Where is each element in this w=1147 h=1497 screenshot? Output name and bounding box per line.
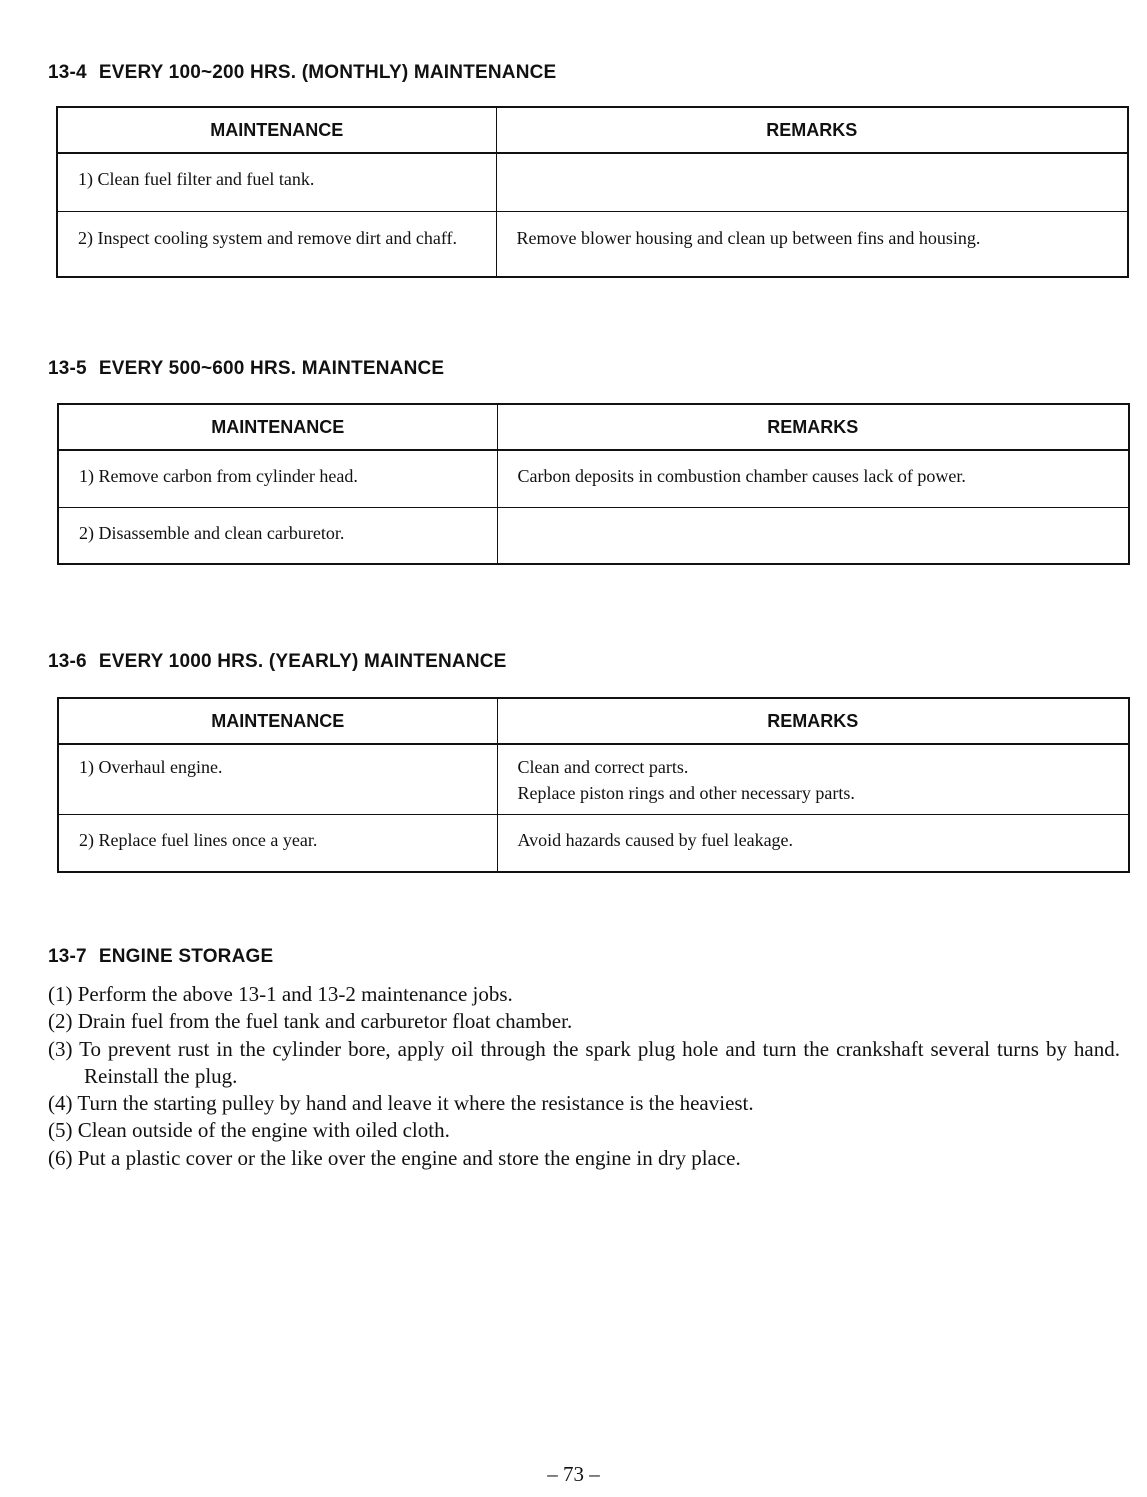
maintenance-cell xyxy=(57,211,496,277)
maintenance-text: 1) Remove carbon from cylinder head. xyxy=(79,466,358,486)
column-header-remarks: REMARKS xyxy=(497,698,1129,744)
remarks-cell xyxy=(496,153,1128,211)
maintenance-table-13-6 xyxy=(57,697,1130,873)
section-number: 13-6 xyxy=(48,651,87,672)
list-item: (4) Turn the starting pulley by hand and leave it where the resistance is the heaviest. xyxy=(48,1091,754,1116)
section-number: 13-4 xyxy=(48,62,87,83)
section-title: EVERY 1000 HRS. (YEARLY) MAINTENANCE xyxy=(98,651,507,672)
remark-text: Avoid hazards caused by fuel leakage. xyxy=(517,830,794,850)
column-header-maintenance: MAINTENANCE xyxy=(58,698,497,744)
remark-text: Remove blower housing and clean up between fins and housing. xyxy=(516,227,981,248)
section-heading-13-7 xyxy=(48,946,273,968)
page-number: – 73 – xyxy=(547,1462,600,1486)
maintenance-cell xyxy=(58,450,497,507)
table-row xyxy=(58,450,1129,507)
remarks-cell xyxy=(497,744,1129,815)
remarks-cell xyxy=(497,450,1129,507)
maintenance-cell xyxy=(57,153,496,211)
maintenance-text: 1) Overhaul engine. xyxy=(79,757,223,777)
section-title: EVERY 100~200 HRS. (MONTHLY) MAINTENANCE xyxy=(98,62,557,83)
remark-text: Replace piston rings and other necessary parts. xyxy=(517,783,855,803)
maintenance-table-13-5 xyxy=(57,403,1130,565)
maintenance-text: 2) Replace fuel lines once a year. xyxy=(79,830,318,850)
table-header-row xyxy=(58,698,1129,744)
maintenance-text: 2) Disassemble and clean carburetor. xyxy=(79,522,345,543)
table-row xyxy=(58,815,1129,872)
maintenance-cell xyxy=(58,815,497,872)
list-item: (5) Clean outside of the engine with oiled cloth. xyxy=(48,1118,450,1143)
section-title: ENGINE STORAGE xyxy=(98,946,274,967)
table-header-row xyxy=(58,404,1129,450)
maintenance-cell xyxy=(58,507,497,564)
remark-text: Clean and correct parts. xyxy=(517,757,689,777)
remarks-cell xyxy=(496,211,1128,277)
section-number: 13-5 xyxy=(48,358,87,379)
column-header-maintenance: MAINTENANCE xyxy=(58,404,497,450)
column-header-remarks: REMARKS xyxy=(496,107,1128,153)
list-item: (1) Perform the above 13-1 and 13-2 maintenance jobs. xyxy=(48,982,513,1006)
table-row xyxy=(58,507,1129,564)
column-header-maintenance: MAINTENANCE xyxy=(57,107,496,153)
table-row xyxy=(57,211,1128,277)
table-row xyxy=(58,744,1129,815)
maintenance-table-13-4 xyxy=(56,106,1129,278)
section-heading-13-5 xyxy=(48,358,444,380)
section-heading-13-4 xyxy=(48,62,556,84)
list-item: (2) Drain fuel from the fuel tank and carburetor float chamber. xyxy=(48,1009,573,1034)
table-row xyxy=(57,153,1128,211)
section-title: EVERY 500~600 HRS. MAINTENANCE xyxy=(98,358,445,379)
remark-text: Carbon deposits in combustion chamber causes lack of power. xyxy=(517,466,966,486)
section-number: 13-7 xyxy=(48,946,87,967)
maintenance-cell xyxy=(58,744,497,815)
table-header-row xyxy=(57,107,1128,153)
column-header-remarks: REMARKS xyxy=(497,404,1129,450)
remarks-cell xyxy=(497,815,1129,872)
list-item: (6) Put a plastic cover or the like over the engine and store the engine in dry place. xyxy=(48,1145,741,1170)
section-heading-13-6 xyxy=(48,651,507,673)
list-item: (3) To prevent rust in the cylinder bore, apply oil through the spark plug hole and turn the crankshaft several turns by hand. Reinstall the plug. xyxy=(48,1036,1120,1088)
remarks-cell xyxy=(497,507,1129,564)
maintenance-text: 1) Clean fuel filter and fuel tank. xyxy=(78,169,315,189)
storage-steps-list xyxy=(48,981,1120,1172)
maintenance-text: 2) Inspect cooling system and remove dirt and chaff. xyxy=(78,227,458,248)
